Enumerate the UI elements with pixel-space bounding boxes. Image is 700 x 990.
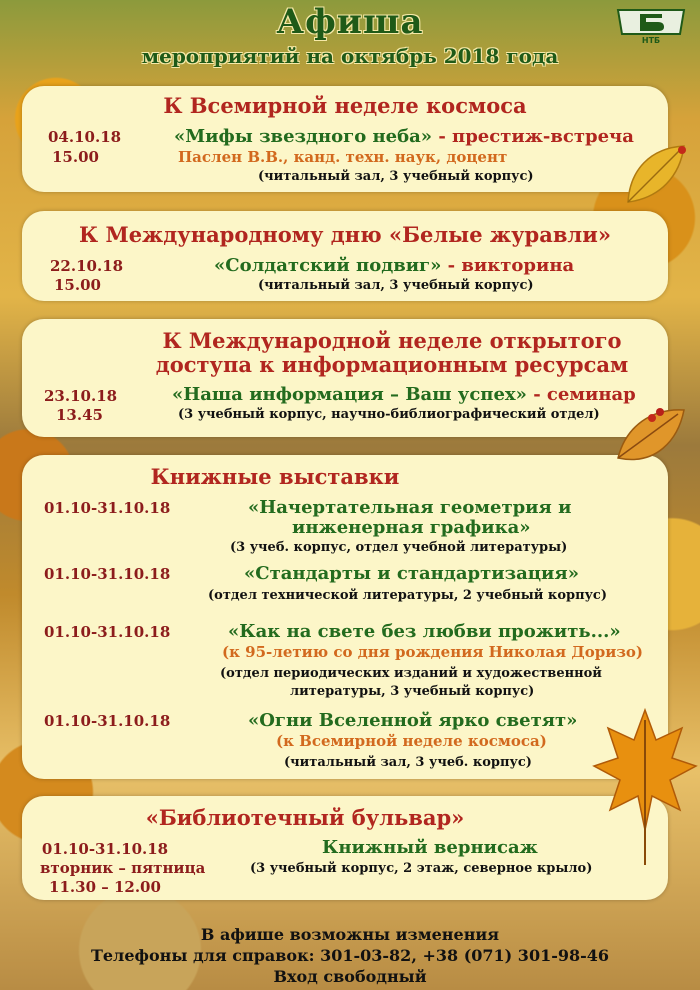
section-title: К Международному дню «Белые журавли»: [79, 222, 611, 247]
footer-phones: Телефоны для справок: 301-03-82, +38 (071) 301-98-46: [90, 946, 610, 965]
red-leaf-icon: [612, 398, 692, 478]
maple-leaf-icon: [590, 700, 700, 870]
section-title: Книжные выставки: [150, 464, 400, 489]
event-date: 23.10.18: [44, 387, 118, 405]
exhibition-title-line2: инженерная графика»: [292, 517, 531, 538]
exhibition-date: 01.10-31.10.18: [44, 623, 171, 641]
exhibition-title: «Стандарты и стандартизация»: [244, 563, 579, 584]
section-space-week: [22, 86, 668, 192]
event-name: «Мифы звездного неба»: [174, 126, 433, 147]
footer-changes-note: В афише возможны изменения: [200, 925, 500, 944]
exhibition-place: (3 учеб. корпус, отдел учебной литературы): [230, 540, 568, 555]
event-title: [214, 255, 574, 277]
event-place: (3 учебный корпус, 2 этаж, северное крыло): [250, 861, 593, 876]
event-time: 13.45: [56, 406, 103, 424]
event-time: 15.00: [52, 148, 99, 166]
exhibition-place-line2: литературы, 3 учебный корпус): [290, 684, 535, 699]
event-title: [174, 126, 634, 148]
section-title-line1: К Международной неделе открытого: [162, 328, 622, 353]
exhibition-date: 01.10-31.10.18: [44, 499, 171, 517]
exhibition-date: 01.10-31.10.18: [44, 712, 171, 730]
event-days: вторник – пятница: [40, 859, 206, 877]
section-title: К Всемирной неделе космоса: [163, 93, 527, 118]
section-white-cranes: [22, 211, 668, 301]
event-name: «Наша информация – Ваш успех»: [172, 384, 527, 405]
section-title-line2: доступа к информационным ресурсам: [155, 352, 629, 377]
event-date: 22.10.18: [50, 257, 124, 275]
poster-footer: [0, 924, 700, 987]
event-place: (читальный зал, 3 учебный корпус): [258, 169, 534, 184]
event-place: (читальный зал, 3 учебный корпус): [258, 278, 534, 293]
section-book-exhibitions: [22, 455, 668, 779]
exhibition-subtitle: (к Всемирной неделе космоса): [276, 732, 547, 750]
event-date: 01.10-31.10.18: [41, 840, 169, 858]
section-open-access: [22, 319, 668, 437]
event-name: «Солдатский подвиг»: [214, 255, 442, 276]
event-type: - викторина: [447, 255, 575, 276]
event-title: Книжный вернисаж: [322, 837, 538, 858]
library-logo: [614, 4, 688, 46]
section-title: «Библиотечный бульвар»: [145, 805, 465, 830]
event-place: (3 учебный корпус, научно-библиографический отдел): [178, 407, 600, 422]
section-library-boulevard: [22, 796, 668, 900]
event-type: - семинар: [533, 384, 636, 405]
event-type: - престиж-встреча: [438, 126, 634, 147]
autumn-leaf-icon: [620, 140, 690, 210]
exhibition-title: «Огни Вселенной ярко светят»: [248, 710, 578, 731]
event-time: 11.30 – 12.00: [49, 878, 161, 896]
event-date: 04.10.18: [48, 128, 122, 146]
exhibition-title: «Начертательная геометрия и: [248, 497, 572, 518]
footer-free-entry: Вход свободный: [273, 967, 427, 986]
exhibition-subtitle: (к 95-летию со дня рождения Николая Доризо): [222, 643, 643, 661]
event-speaker: Паслен В.В., канд. техн. наук, доцент: [178, 148, 508, 166]
exhibition-title: «Как на свете без любви прожить...»: [228, 621, 621, 642]
poster-subtitle: мероприятий на октябрь 2018 года: [141, 44, 559, 68]
event-title: [172, 384, 636, 406]
exhibition-place: (отдел периодических изданий и художественной: [220, 666, 602, 681]
event-time: 15.00: [54, 276, 101, 294]
exhibition-place: (читальный зал, 3 учеб. корпус): [284, 755, 532, 770]
poster-title: Афиша: [276, 2, 424, 42]
exhibition-place: (отдел технической литературы, 2 учебный корпус): [208, 588, 607, 603]
poster-header: [0, 0, 700, 80]
exhibition-date: 01.10-31.10.18: [44, 565, 171, 583]
logo-text: НТБ: [641, 36, 661, 45]
